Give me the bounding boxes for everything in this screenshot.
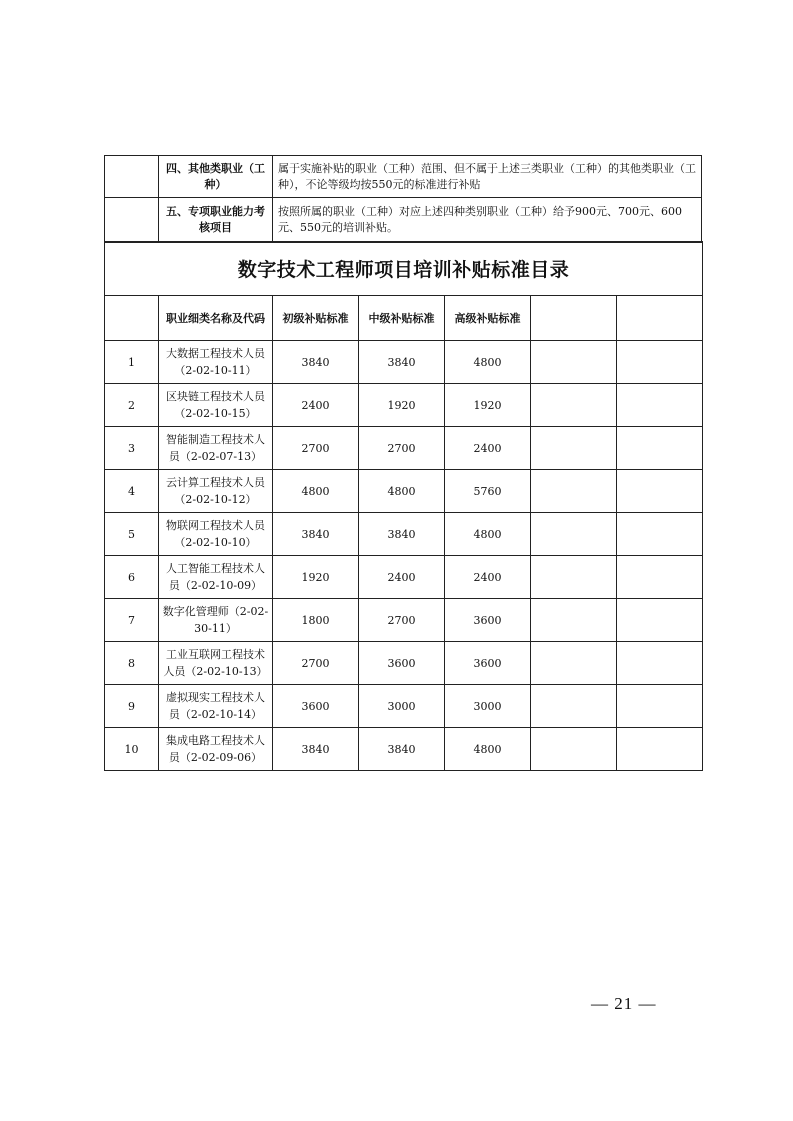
junior-subsidy: 3600 xyxy=(273,685,359,728)
extra-cell-1 xyxy=(531,556,617,599)
blank-cell xyxy=(105,198,159,243)
occupation-name: 集成电路工程技术人员（2-02-09-06） xyxy=(159,728,273,771)
extra-cell-2 xyxy=(617,728,703,771)
table-row xyxy=(105,599,703,642)
extra-cell-1 xyxy=(531,728,617,771)
row-number: 10 xyxy=(105,728,159,771)
junior-subsidy: 2400 xyxy=(273,384,359,427)
junior-subsidy: 4800 xyxy=(273,470,359,513)
junior-subsidy: 2700 xyxy=(273,427,359,470)
table-header-row xyxy=(105,296,703,341)
intermediate-subsidy: 2700 xyxy=(359,599,445,642)
row-number: 9 xyxy=(105,685,159,728)
occupation-name: 智能制造工程技术人员（2-02-07-13） xyxy=(159,427,273,470)
table-row xyxy=(105,384,703,427)
intermediate-subsidy: 2700 xyxy=(359,427,445,470)
extra-cell-2 xyxy=(617,556,703,599)
intermediate-subsidy: 1920 xyxy=(359,384,445,427)
row-number: 4 xyxy=(105,470,159,513)
category-row-other xyxy=(105,156,702,198)
senior-subsidy: 3600 xyxy=(445,642,531,685)
table-row xyxy=(105,513,703,556)
header-junior: 初级补贴标准 xyxy=(273,296,359,341)
row-number: 7 xyxy=(105,599,159,642)
occupation-name: 数字化管理师（2-02-30-11） xyxy=(159,599,273,642)
digital-engineer-subsidy-table xyxy=(104,241,703,771)
header-extra-1 xyxy=(531,296,617,341)
intermediate-subsidy: 3840 xyxy=(359,341,445,384)
page-number: — 21 — xyxy=(591,994,657,1013)
extra-cell-2 xyxy=(617,341,703,384)
junior-subsidy: 3840 xyxy=(273,341,359,384)
table-title-row xyxy=(105,242,703,296)
row-number: 6 xyxy=(105,556,159,599)
occupation-name: 大数据工程技术人员（2-02-10-11） xyxy=(159,341,273,384)
junior-subsidy: 1800 xyxy=(273,599,359,642)
occupation-name: 区块链工程技术人员（2-02-10-15） xyxy=(159,384,273,427)
table-row xyxy=(105,685,703,728)
intermediate-subsidy: 4800 xyxy=(359,470,445,513)
junior-subsidy: 3840 xyxy=(273,728,359,771)
extra-cell-2 xyxy=(617,685,703,728)
table-row xyxy=(105,470,703,513)
senior-subsidy: 3000 xyxy=(445,685,531,728)
extra-cell-1 xyxy=(531,470,617,513)
junior-subsidy: 2700 xyxy=(273,642,359,685)
extra-cell-2 xyxy=(617,513,703,556)
senior-subsidy: 2400 xyxy=(445,556,531,599)
header-intermediate: 中级补贴标准 xyxy=(359,296,445,341)
category-description: 属于实施补贴的职业（工种）范围、但不属于上述三类职业（工种）的其他类职业（工种），不论等级均按550元的标准进行补贴 xyxy=(273,156,702,198)
senior-subsidy: 4800 xyxy=(445,513,531,556)
occupation-name: 人工智能工程技术人员（2-02-10-09） xyxy=(159,556,273,599)
intermediate-subsidy: 3840 xyxy=(359,513,445,556)
senior-subsidy: 5760 xyxy=(445,470,531,513)
intermediate-subsidy: 3000 xyxy=(359,685,445,728)
occupation-name: 工业互联网工程技术人员（2-02-10-13） xyxy=(159,642,273,685)
header-senior: 高级补贴标准 xyxy=(445,296,531,341)
extra-cell-2 xyxy=(617,599,703,642)
blank-cell xyxy=(105,156,159,198)
table-row xyxy=(105,427,703,470)
header-extra-2 xyxy=(617,296,703,341)
extra-cell-1 xyxy=(531,384,617,427)
extra-cell-2 xyxy=(617,427,703,470)
category-description: 按照所属的职业（工种）对应上述四种类别职业（工种）给予900元、700元、600元、550元的培训补贴。 xyxy=(273,198,702,243)
extra-cell-1 xyxy=(531,427,617,470)
row-number: 8 xyxy=(105,642,159,685)
intermediate-subsidy: 3840 xyxy=(359,728,445,771)
extra-cell-2 xyxy=(617,642,703,685)
table-title: 数字技术工程师项目培训补贴标准目录 xyxy=(105,242,703,296)
senior-subsidy: 4800 xyxy=(445,728,531,771)
occupation-name: 物联网工程技术人员（2-02-10-10） xyxy=(159,513,273,556)
extra-cell-2 xyxy=(617,384,703,427)
header-index xyxy=(105,296,159,341)
row-number: 2 xyxy=(105,384,159,427)
row-number: 1 xyxy=(105,341,159,384)
occupation-name: 虚拟现实工程技术人员（2-02-10-14） xyxy=(159,685,273,728)
category-label: 四、其他类职业（工种） xyxy=(159,156,273,198)
occupation-name: 云计算工程技术人员（2-02-10-12） xyxy=(159,470,273,513)
junior-subsidy: 1920 xyxy=(273,556,359,599)
extra-cell-1 xyxy=(531,599,617,642)
category-row-special xyxy=(105,198,702,243)
extra-cell-1 xyxy=(531,685,617,728)
subsidy-category-table xyxy=(104,155,702,243)
senior-subsidy: 2400 xyxy=(445,427,531,470)
junior-subsidy: 3840 xyxy=(273,513,359,556)
row-number: 3 xyxy=(105,427,159,470)
extra-cell-1 xyxy=(531,642,617,685)
table-row xyxy=(105,642,703,685)
category-label: 五、专项职业能力考核项目 xyxy=(159,198,273,243)
header-name: 职业细类名称及代码 xyxy=(159,296,273,341)
intermediate-subsidy: 3600 xyxy=(359,642,445,685)
table-row xyxy=(105,556,703,599)
row-number: 5 xyxy=(105,513,159,556)
extra-cell-1 xyxy=(531,341,617,384)
senior-subsidy: 4800 xyxy=(445,341,531,384)
extra-cell-2 xyxy=(617,470,703,513)
extra-cell-1 xyxy=(531,513,617,556)
table-row xyxy=(105,728,703,771)
senior-subsidy: 1920 xyxy=(445,384,531,427)
senior-subsidy: 3600 xyxy=(445,599,531,642)
intermediate-subsidy: 2400 xyxy=(359,556,445,599)
table-row xyxy=(105,341,703,384)
